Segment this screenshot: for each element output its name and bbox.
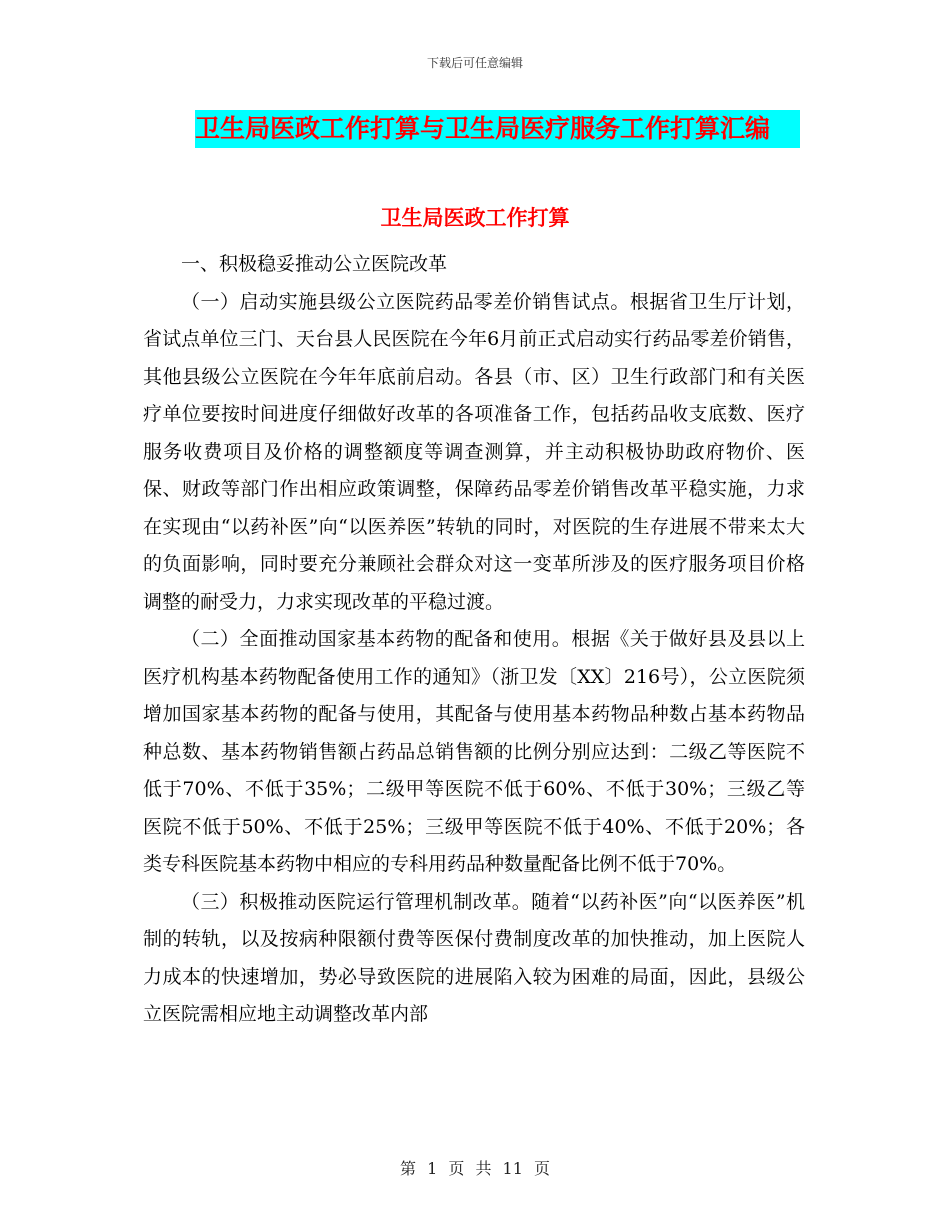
body-paragraph: （二）全面推动国家基本药物的配备和使用。根据《关于做好县及县以上医疗机构基本药物配备使用工作的通知》（浙卫发〔XX〕216号），公立医院须增加国家基本药物的配备与使用，其配备与使用基本药物品种数占基本药物品种总数、基本药物销售额占药品总销售额的比例分别应达到：二级乙等医院不低于70%、不低于35%；二级甲等医院不低于60%、不低于30%；三级乙等医院不低于50%、不低于25%；三级甲等医院不低于40%、不低于20%；各类专科医院基本药物中相应的专科用药品种数量配备比例不低于70%。	[143, 628, 805, 875]
heading-paragraph: 一、积极稳妥推动公立医院改革	[181, 253, 448, 275]
document-body	[143, 246, 805, 1126]
document-main-title: 卫生局医政工作打算与卫生局医疗服务工作打算汇编	[195, 110, 800, 148]
document-title-block	[195, 110, 800, 148]
section-title: 卫生局医政工作打算	[380, 205, 570, 230]
body-paragraph: （一）启动实施县级公立医院药品零差价销售试点。根据省卫生厅计划，省试点单位三门、天台县人民医院在今年6月前正式启动实行药品零差价销售，其他县级公立医院在今年年底前启动。各县（市、区）卫生行政部门和有关医疗单位要按时间进度仔细做好改革的各项准备工作，包括药品收支底数、医疗服务收费项目及价格的调整额度等调查测算，并主动积极协助政府物价、医保、财政等部门作出相应政策调整，保障药品零差价销售改革平稳实施，力求在实现由“以药补医”向“以医养医”转轨的同时，对医院的生存进展不带来太大的负面影响，同时要充分兼顾社会群众对这一变革所涉及的医疗服务项目价格调整的耐受力，力求实现改革的平稳过渡。	[143, 290, 805, 613]
page-footer: 第 1 页 共 11 页	[400, 1159, 550, 1178]
page-header-note: 下载后可任意编辑	[426, 56, 523, 70]
body-paragraph: （三）积极推动医院运行管理机制改革。随着“以药补医”向“以医养医”机制的转轨，以及按病种限额付费等医保付费制度改革的加快推动，加上医院人力成本的快速增加，势必导致医院的进展陷入较为困难的局面，因此，县级公立医院需相应地主动调整改革内部	[143, 890, 805, 1025]
